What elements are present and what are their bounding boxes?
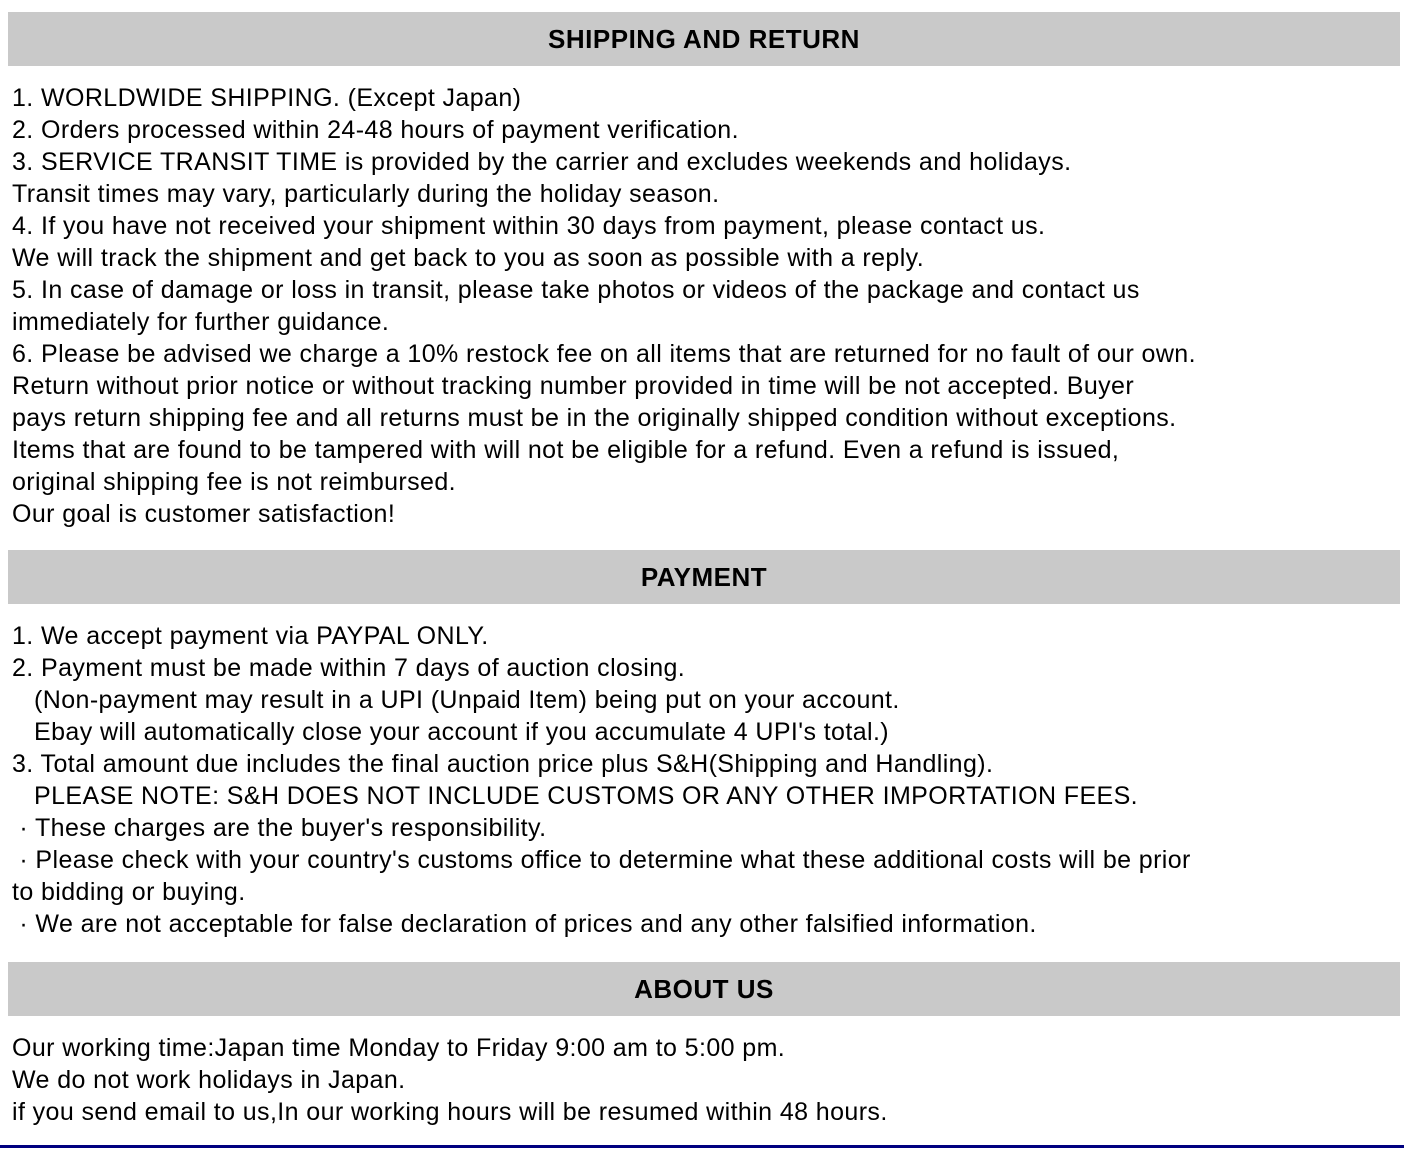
text-line: 4. If you have not received your shipment within 30 days from payment, please contact us. bbox=[12, 212, 1046, 240]
text-line: Our goal is customer satisfaction! bbox=[12, 500, 396, 528]
text-line: 6. Please be advised we charge a 10% restock fee on all items that are returned for no fault of our own. bbox=[12, 340, 1196, 368]
text-line: 2. Payment must be made within 7 days of auction closing. bbox=[12, 654, 686, 682]
text-line: · We are not acceptable for false declaration of prices and any other falsified information. bbox=[12, 910, 1037, 938]
about-section-body bbox=[0, 1032, 1404, 1128]
text-line: PLEASE NOTE: S&H DOES NOT INCLUDE CUSTOMS OR ANY OTHER IMPORTATION FEES. bbox=[12, 782, 1139, 810]
payment-section-body bbox=[0, 620, 1404, 940]
text-line: · Please check with your country's customs office to determine what these additional costs will be prior bbox=[12, 846, 1191, 874]
text-line: Return without prior notice or without tracking number provided in time will be not accepted. Buyer bbox=[12, 372, 1135, 400]
text-line: immediately for further guidance. bbox=[12, 308, 390, 336]
text-line: pays return shipping fee and all returns must be in the originally shipped condition without exceptions. bbox=[12, 404, 1177, 432]
text-line: 2. Orders processed within 24-48 hours of payment verification. bbox=[12, 116, 739, 144]
text-line: (Non-payment may result in a UPI (Unpaid Item) being put on your account. bbox=[12, 686, 900, 714]
text-line: Ebay will automatically close your account if you accumulate 4 UPI's total.) bbox=[12, 718, 890, 746]
text-line: Our working time:Japan time Monday to Friday 9:00 am to 5:00 pm. bbox=[12, 1034, 786, 1062]
text-line: original shipping fee is not reimbursed. bbox=[12, 468, 457, 496]
text-line: 5. In case of damage or loss in transit, please take photos or videos of the package and contact us bbox=[12, 276, 1140, 304]
text-line: if you send email to us,In our working hours will be resumed within 48 hours. bbox=[12, 1098, 888, 1126]
section-header-shipping-and-return: SHIPPING AND RETURN bbox=[8, 12, 1400, 66]
text-line: to bidding or buying. bbox=[12, 878, 246, 906]
section-header-payment: PAYMENT bbox=[8, 550, 1400, 604]
text-line: 1. WORLDWIDE SHIPPING. (Except Japan) bbox=[12, 84, 522, 112]
text-line: 3. SERVICE TRANSIT TIME is provided by the carrier and excludes weekends and holidays. bbox=[12, 148, 1072, 176]
text-line: 1. We accept payment via PAYPAL ONLY. bbox=[12, 622, 489, 650]
text-line: We will track the shipment and get back to you as soon as possible with a reply. bbox=[12, 244, 925, 272]
text-line: · These charges are the buyer's responsibility. bbox=[12, 814, 547, 842]
section-header-about-us: ABOUT US bbox=[8, 962, 1400, 1016]
text-line: We do not work holidays in Japan. bbox=[12, 1066, 406, 1094]
bottom-divider bbox=[0, 1145, 1404, 1148]
text-line: 3. Total amount due includes the final auction price plus S&H(Shipping and Handling). bbox=[12, 750, 994, 778]
text-line: Transit times may vary, particularly during the holiday season. bbox=[12, 180, 720, 208]
text-line: Items that are found to be tampered with will not be eligible for a refund. Even a refund is issued, bbox=[12, 436, 1120, 464]
shipping-section-body bbox=[0, 82, 1404, 530]
